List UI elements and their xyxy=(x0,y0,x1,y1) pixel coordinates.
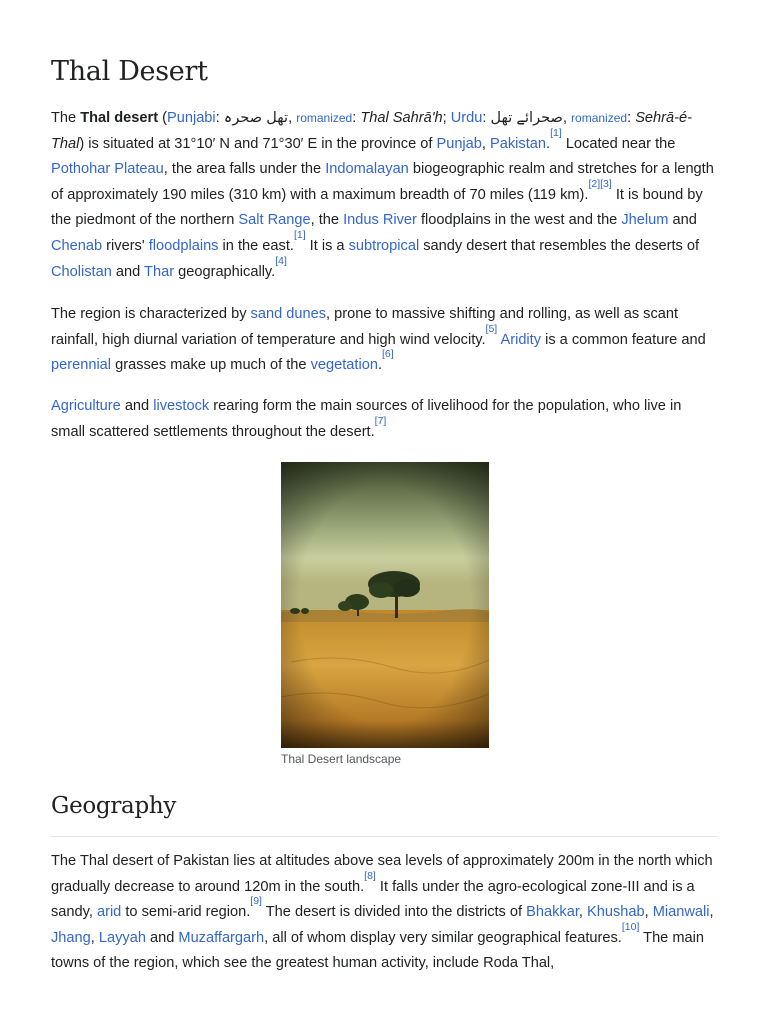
intro-paragraph xyxy=(51,106,718,285)
link-sand-dunes[interactable]: sand dunes xyxy=(250,306,327,322)
link-perennial[interactable]: perennial xyxy=(51,357,112,374)
text: sandy desert that resembles the deserts of xyxy=(419,237,700,254)
link-jhang[interactable]: Jhang xyxy=(51,929,91,946)
text: The desert is divided into the districts of xyxy=(261,904,527,921)
link-chenab[interactable]: Chenab xyxy=(51,237,103,254)
reference-link[interactable]: [1] xyxy=(293,229,306,242)
link-mianwali[interactable]: Mianwali xyxy=(652,904,710,921)
text: The Thal desert of Pakistan lies at altitudes above sea levels of approximately 200m in the north which gradually decrease to around 120m in the south. xyxy=(51,853,713,895)
link-indomalayan[interactable]: Indomalayan xyxy=(325,161,409,178)
text: , xyxy=(90,929,99,946)
text: It falls under the agro-ecological zone-III and is a sandy, xyxy=(51,878,695,921)
link-thar[interactable]: Thar xyxy=(144,263,175,280)
text: rearing form the main sources of livelihood for the population, who live in small scattered settlements throughout the desert. xyxy=(51,398,682,440)
text: : xyxy=(352,110,361,126)
romanized-punjabi: Thal Sahrā'h xyxy=(360,110,443,126)
text: : xyxy=(627,110,636,126)
text: grasses make up much of the xyxy=(111,357,311,374)
link-pakistan[interactable]: Pakistan xyxy=(490,135,547,152)
desert-landscape-image[interactable] xyxy=(281,462,489,748)
reference-link[interactable]: [9] xyxy=(250,895,262,908)
link-cholistan[interactable]: Cholistan xyxy=(51,263,112,280)
link-layyah[interactable]: Layyah xyxy=(98,929,146,946)
text: , xyxy=(481,135,491,152)
text: ) is situated at 31°10′ N and 71°30′ E in the province of xyxy=(79,135,437,152)
punjabi-script: تھل صحرہ xyxy=(223,110,289,126)
reference-link[interactable]: [5] xyxy=(485,322,498,335)
climate-paragraph xyxy=(51,302,718,379)
heading-divider xyxy=(51,836,718,837)
link-floodplains[interactable]: floodplains xyxy=(148,237,219,254)
link-punjabi[interactable]: Punjabi xyxy=(166,110,216,126)
reference-link[interactable]: [7] xyxy=(374,414,387,427)
reference-link[interactable]: [1] xyxy=(550,126,562,139)
text: It is bound by the piedmont of the northern xyxy=(51,186,703,229)
bold-term: Thal desert xyxy=(80,110,159,126)
reference-link[interactable]: [6] xyxy=(382,348,394,361)
text: geographically. xyxy=(174,263,276,280)
text: biogeographic realm and stretches for a length of approximately 190 miles (310 km) with a maximum breadth of 70 miles (119 km). xyxy=(51,161,714,203)
link-agriculture[interactable]: Agriculture xyxy=(51,398,121,414)
page-title: Thal Desert xyxy=(51,56,208,87)
reference-link[interactable]: [8] xyxy=(364,869,376,882)
text: It is a xyxy=(305,237,349,254)
text: , xyxy=(709,904,714,921)
text: and xyxy=(145,929,179,946)
link-indus-river[interactable]: Indus River xyxy=(343,212,417,229)
link-bhakkar[interactable]: Bhakkar xyxy=(526,904,579,921)
text: . xyxy=(377,357,383,374)
link-aridity[interactable]: Aridity xyxy=(500,331,542,348)
link-subtropical[interactable]: subtropical xyxy=(348,237,420,254)
text: rivers' xyxy=(102,237,149,254)
text: , xyxy=(562,110,572,126)
link-urdu[interactable]: Urdu xyxy=(450,110,483,126)
text: , xyxy=(644,904,653,921)
text: and xyxy=(668,212,697,229)
text: The xyxy=(51,110,81,126)
text: : xyxy=(215,110,224,126)
text: to semi-arid region. xyxy=(121,904,251,921)
text: . xyxy=(546,135,551,152)
reference-link[interactable]: [4] xyxy=(275,254,287,267)
text: : xyxy=(482,110,491,126)
link-arid[interactable]: arid xyxy=(96,904,122,921)
text: and xyxy=(120,398,154,414)
link-khushab[interactable]: Khushab xyxy=(586,904,645,921)
text: , the xyxy=(310,212,344,229)
text: , xyxy=(288,110,297,126)
text: , the area falls under the xyxy=(163,161,326,178)
text: ( xyxy=(158,110,167,126)
text: Located near the xyxy=(561,135,676,152)
text: in the east. xyxy=(218,237,294,254)
text: floodplains in the west and the xyxy=(416,212,622,229)
romanized-urdu: Sehrā-é-Thal xyxy=(51,110,692,152)
link-salt-range[interactable]: Salt Range xyxy=(238,212,311,229)
link-punjab[interactable]: Punjab xyxy=(436,135,482,152)
image-caption: Thal Desert landscape xyxy=(281,752,402,766)
link-jhelum[interactable]: Jhelum xyxy=(621,212,669,229)
link-livestock[interactable]: livestock xyxy=(153,398,210,414)
livelihood-paragraph xyxy=(51,394,718,445)
link-pothohar-plateau[interactable]: Pothohar Plateau xyxy=(51,161,164,178)
link-romanized[interactable]: romanized xyxy=(296,111,353,125)
text: , prone to massive shifting and rolling, as well as scant rainfall, high diurnal variation of temperature and high wind velocity. xyxy=(51,306,679,348)
link-romanized[interactable]: romanized xyxy=(571,111,628,125)
reference-link[interactable]: [10] xyxy=(621,920,640,933)
text: and xyxy=(111,263,145,280)
text: , all of whom display very similar geographical features. xyxy=(264,929,622,946)
link-vegetation[interactable]: vegetation xyxy=(310,357,378,374)
text: , xyxy=(578,904,587,921)
text: The main towns of the region, which see the greatest human activity, include Roda Thal, xyxy=(51,929,704,972)
section-heading-geography: Geography xyxy=(51,793,177,819)
reference-link[interactable]: [2][3] xyxy=(588,177,612,190)
text: ; xyxy=(442,110,451,126)
urdu-script: صحرائے تھل xyxy=(490,110,563,126)
text: is a common feature and xyxy=(541,331,706,348)
desert-photo xyxy=(281,462,489,748)
link-muzaffargarh[interactable]: Muzaffargarh xyxy=(178,929,265,946)
geography-paragraph xyxy=(51,849,718,977)
text: The region is characterized by xyxy=(51,306,251,322)
